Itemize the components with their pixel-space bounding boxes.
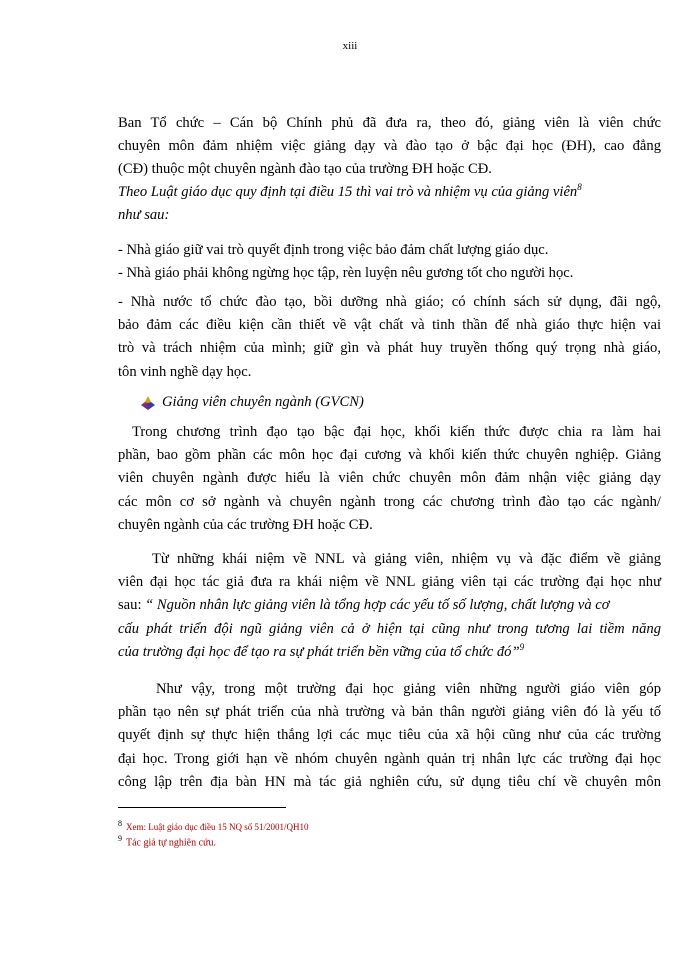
text-span: sau: — [118, 597, 142, 614]
text-line: quyết định sự thực hiện thắng lợi các mục tiêu của xã hội cũng như của các trường — [118, 727, 661, 744]
text-line: công lập trên địa bàn HN mà tác giả nghiên cứu, sử dụng tiêu chí về chuyên môn — [118, 773, 661, 790]
text-span: của trường đại học để tạo ra sự phát triển bền vững của tổ chức đó” — [118, 643, 520, 660]
list — [118, 239, 661, 285]
footnote-divider — [118, 807, 286, 808]
paragraph-4 — [118, 421, 661, 537]
paragraph-6 — [118, 678, 661, 794]
text-line: (CĐ) thuộc một chuyên ngành đào tạo của trường ĐH hoặc CĐ. — [118, 161, 492, 178]
text-line: phần, bao gồm phần các môn học đại cương và khối kiến thức chuyên nghiệp. Giảng — [118, 447, 661, 464]
footnote-text: Tác giả tự nghiên cứu. — [126, 837, 216, 849]
text-line: viên đại học tác giả đưa ra khái niệm về NNL giảng viên tại các trường đại học như — [118, 574, 661, 591]
text-line: Ban Tổ chức – Cán bộ Chính phủ đã đưa ra, theo đó, giảng viên là viên chức — [118, 115, 661, 131]
paragraph-2 — [118, 181, 661, 227]
paragraph-5 — [118, 548, 661, 664]
text-line: chuyên ngành của các trường ĐH hoặc CĐ. — [118, 516, 373, 533]
text-line: tôn vinh nghề dạy học. — [118, 363, 252, 380]
text-line: bảo đảm các điều kiện cần thiết về vật chất và tinh thần để nhà giáo thực hiện vai — [118, 317, 661, 334]
footnote-mark: 9 — [118, 834, 122, 843]
quote-line: “ Nguồn nhân lực giảng viên là tổng hợp các yếu tố số lượng, chất lượng và cơ — [145, 597, 610, 614]
quote-line — [118, 641, 661, 664]
footnote-text: Xem: Luật giáo dục điều 15 NQ số 51/2001/QH10 — [126, 822, 309, 832]
text-line: trò và trách nhiệm của mình; giữ gìn và phát huy truyền thống quý trọng nhà giáo, — [118, 340, 661, 357]
text-line: phần tạo nên sự phát triển của nhà trường và bản thân người giảng viên đó là yếu tố — [118, 704, 661, 721]
footnote-9 — [118, 834, 216, 848]
text-line: chuyên môn đảm nhiệm việc giảng dạy và đào tạo ở bậc đại học (ĐH), cao đẳng — [118, 138, 661, 155]
text-line — [118, 181, 661, 204]
text-line: Trong chương trình đạo tạo bậc đại học, khối kiến thức được chia ra làm hai — [132, 424, 661, 440]
text-line: - Nhà nước tổ chức đào tạo, bồi dưỡng nhà giáo; có chính sách sử dụng, đãi ngộ, — [118, 294, 661, 310]
footnote-8 — [118, 819, 308, 832]
text-line: viên chuyên ngành được hiểu là viên chức chuyên môn đảm nhận việc giảng dạy — [118, 470, 661, 487]
quote-line: cấu phát triển đội ngũ giảng viên cả ở hiện tại cũng như trong tương lai tiềm năng — [118, 620, 661, 637]
paragraph-3 — [118, 291, 661, 384]
page-number: xiii — [342, 40, 358, 52]
diamond-bullet-icon — [140, 396, 156, 410]
text-line: Như vậy, trong một trường đại học giảng viên những người giáo viên góp — [156, 681, 661, 697]
text-line: đại học. Trong giới hạn về nhóm chuyên ngành quản trị nhân lực các trường đại học — [118, 750, 661, 767]
text-span: Theo Luật giáo dục quy định tại điều 15 thì vai trò và nhiệm vụ của giảng viên — [118, 184, 578, 200]
heading-text: Giảng viên chuyên ngành (GVCN) — [162, 394, 364, 410]
section-heading — [140, 391, 364, 414]
footnote-ref: 8 — [577, 182, 582, 193]
text-line: như sau: — [118, 207, 170, 224]
text-line — [118, 594, 661, 617]
footnote-mark: 8 — [118, 819, 122, 828]
footnote-ref: 9 — [519, 641, 525, 652]
paragraph-1 — [118, 112, 661, 182]
list-item: - Nhà giáo phải không ngừng học tập, rèn luyện nêu gương tốt cho người học. — [118, 265, 574, 282]
text-line: Từ những khái niệm về NNL và giảng viên, nhiệm vụ và đặc điểm về giảng — [152, 551, 661, 567]
text-line: các môn cơ sở ngành và chuyên ngành trong các chương trình đào tạo các ngành/ — [118, 493, 661, 510]
list-item: - Nhà giáo giữ vai trò quyết định trong việc bảo đảm chất lượng giáo dục. — [118, 242, 549, 258]
